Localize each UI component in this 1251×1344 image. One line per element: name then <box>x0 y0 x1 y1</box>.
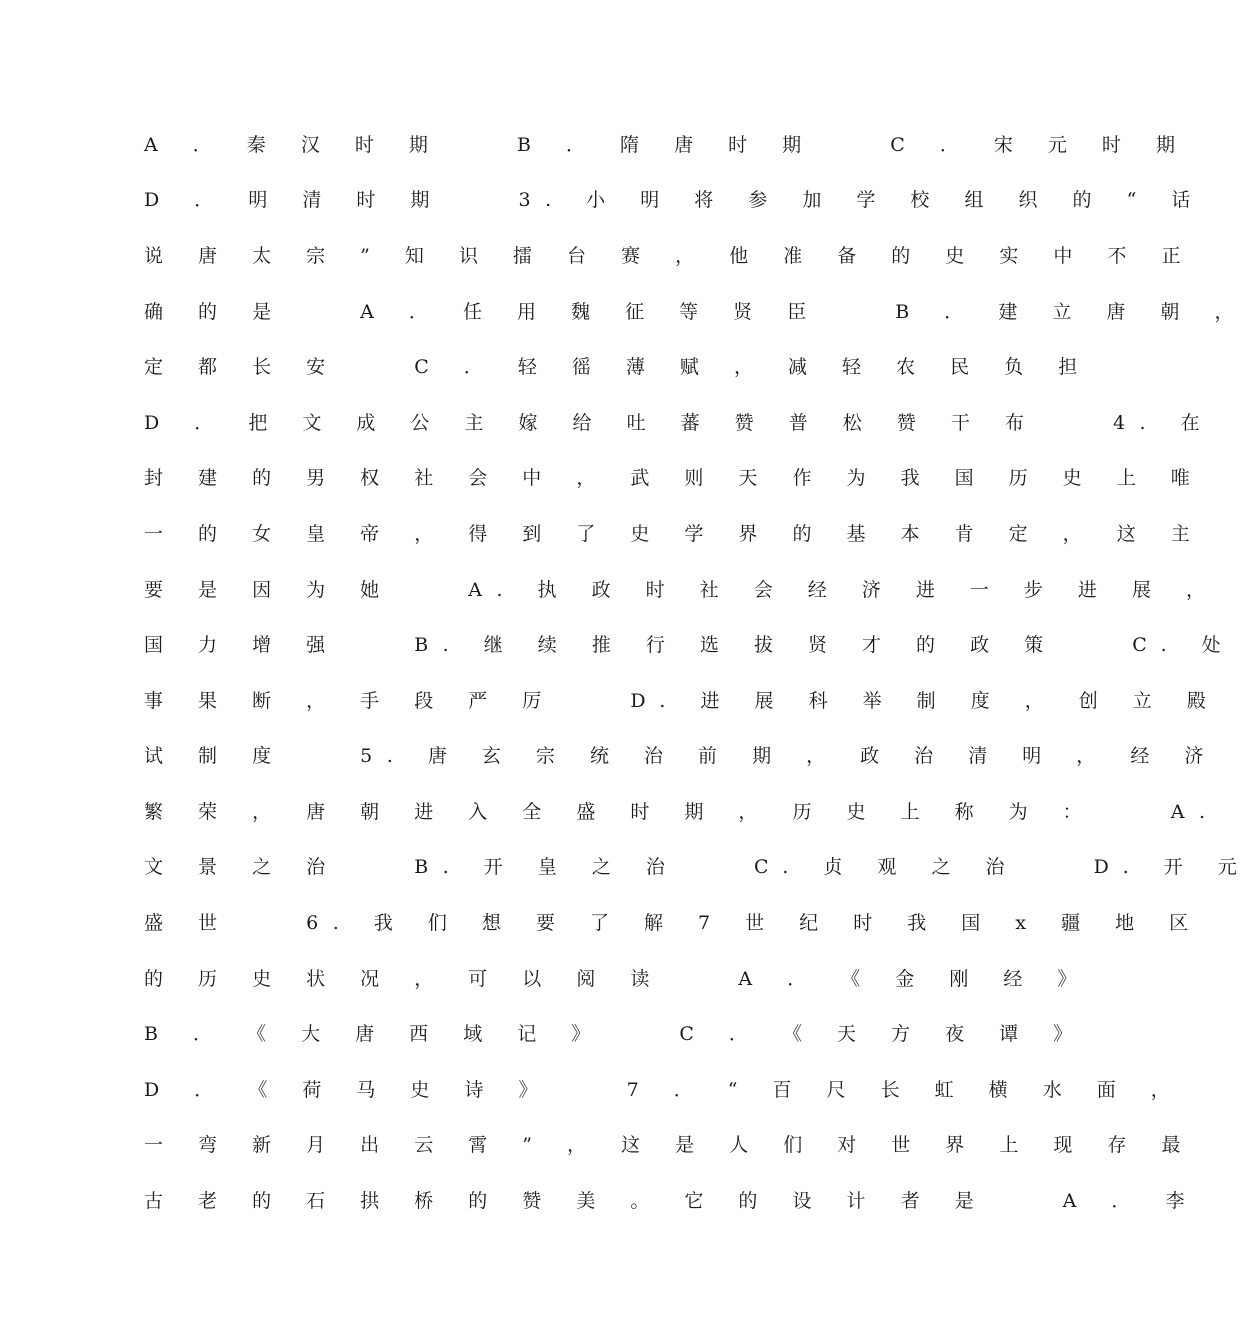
text-line: 事 果 断 ， 手 段 严 厉 D. 进 展 科 举 制 度 ， 创 立 殿 <box>144 690 1221 712</box>
text-line: 古 老 的 石 拱 桥 的 赞 美 。 它 的 设 计 者 是 A ． 李 <box>144 1190 1199 1212</box>
text-line: D ． 把 文 成 公 主 嫁 给 吐 蕃 赞 普 松 赞 干 布 4. 在 <box>144 412 1215 434</box>
text-line: 文 景 之 治 B. 开 皇 之 治 C. 贞 观 之 治 D. 开 元 <box>144 856 1251 878</box>
text-line: 繁 荣 ， 唐 朝 进 入 全 盛 时 期 ， 历 史 上 称 为 ： A. <box>144 801 1220 823</box>
text-line: D ． 《 荷 马 史 诗 》 7 ． “ 百 尺 长 虹 横 水 面 ， <box>144 1079 1185 1101</box>
text-line: D ． 明 清 时 期 3. 小 明 将 参 加 学 校 组 织 的 “ 话 <box>144 189 1205 211</box>
text-line: 盛 世 6. 我 们 想 要 了 解 7 世 纪 时 我 国 x 疆 地 区 <box>144 912 1203 934</box>
text-line: 要 是 因 为 她 A. 执 政 时 社 会 经 济 进 一 步 进 展 ， <box>144 579 1220 601</box>
text-line: 试 制 度 5. 唐 玄 宗 统 治 前 期 ， 政 治 清 明 ， 经 济 <box>144 745 1218 767</box>
text-line: B ． 《 大 唐 西 域 记 》 C ． 《 天 方 夜 谭 》 <box>144 1023 1087 1045</box>
text-line: 一 的 女 皇 帝 ， 得 到 了 史 学 界 的 基 本 肯 定 ， 这 主 <box>144 523 1205 545</box>
text-line: 国 力 增 强 B. 继 续 推 行 选 拔 贤 才 的 政 策 C. 处 <box>144 634 1236 656</box>
text-line: 确 的 是 A ． 任 用 魏 征 等 贤 臣 B ． 建 立 唐 朝 ， <box>144 301 1248 323</box>
text-line: 的 历 史 状 况 ， 可 以 阅 读 A ． 《 金 刚 经 》 <box>144 968 1091 990</box>
text-line: 封 建 的 男 权 社 会 中 ， 武 则 天 作 为 我 国 历 史 上 唯 <box>144 467 1205 489</box>
text-line: 说 唐 太 宗 ” 知 识 擂 台 赛 ， 他 准 备 的 史 实 中 不 正 <box>144 245 1195 267</box>
text-line: A ． 秦 汉 时 期 B ． 隋 唐 时 期 C ． 宋 元 时 期 <box>144 134 1190 156</box>
text-line: 定 都 长 安 C ． 轻 徭 薄 赋 ， 减 轻 农 民 负 担 <box>144 356 1092 378</box>
text-line: 一 弯 新 月 出 云 霄 ” ， 这 是 人 们 对 世 界 上 现 存 最 <box>144 1134 1195 1156</box>
